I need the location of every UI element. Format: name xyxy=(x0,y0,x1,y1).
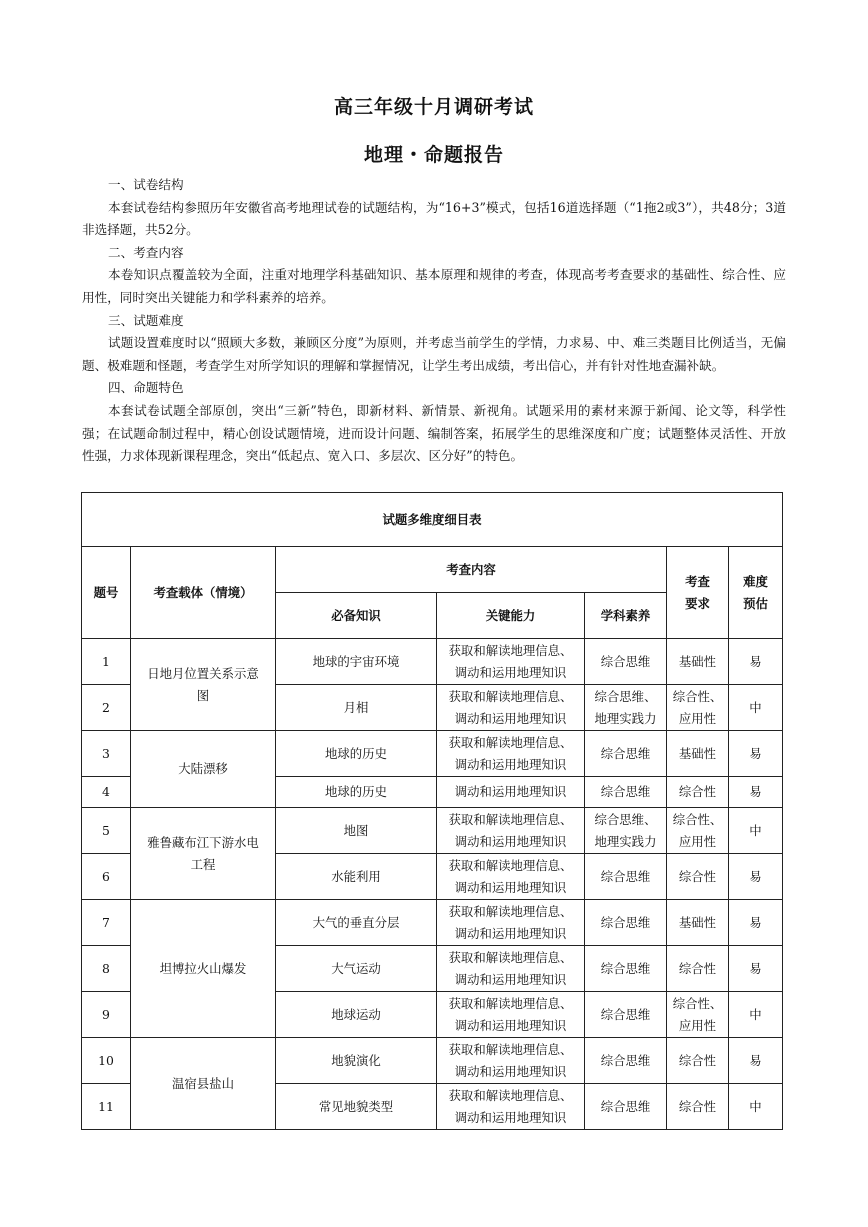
header-num: 题号 xyxy=(82,547,131,639)
cell-difficulty: 中 xyxy=(729,1084,783,1130)
cell-knowledge: 大气运动 xyxy=(276,946,437,992)
cell-num: 9 xyxy=(82,992,131,1038)
cell-literacy: 综合思维 xyxy=(585,992,667,1038)
cell-requirement: 综合性、 应用性 xyxy=(667,808,729,854)
cell-difficulty: 中 xyxy=(729,992,783,1038)
cell-knowledge: 地球运动 xyxy=(276,992,437,1038)
cell-literacy: 综合思维 xyxy=(585,1084,667,1130)
cell-knowledge: 常见地貌类型 xyxy=(276,1084,437,1130)
table-row xyxy=(82,731,783,777)
cell-literacy: 综合思维 xyxy=(585,900,667,946)
cell-carrier: 日地月位置关系示意 图 xyxy=(131,639,276,731)
cell-difficulty: 中 xyxy=(729,685,783,731)
cell-num: 1 xyxy=(82,639,131,685)
cell-ability: 获取和解读地理信息、 调动和运用地理知识 xyxy=(437,1084,585,1130)
cell-ability: 调动和运用地理知识 xyxy=(437,777,585,808)
cell-literacy: 综合思维 xyxy=(585,731,667,777)
cell-num: 2 xyxy=(82,685,131,731)
cell-carrier: 雅鲁藏布江下游水电 工程 xyxy=(131,808,276,900)
cell-difficulty: 易 xyxy=(729,854,783,900)
header-carrier: 考查载体（情境） xyxy=(131,547,276,639)
cell-knowledge: 地貌演化 xyxy=(276,1038,437,1084)
table-row xyxy=(82,808,783,854)
table-row xyxy=(82,1038,783,1084)
table-row xyxy=(82,639,783,685)
cell-knowledge: 月相 xyxy=(276,685,437,731)
header-literacy: 学科素养 xyxy=(585,593,667,639)
cell-carrier: 坦博拉火山爆发 xyxy=(131,900,276,1038)
cell-ability: 获取和解读地理信息、 调动和运用地理知识 xyxy=(437,808,585,854)
cell-difficulty: 易 xyxy=(729,900,783,946)
cell-num: 8 xyxy=(82,946,131,992)
cell-num: 11 xyxy=(82,1084,131,1130)
cell-carrier: 大陆漂移 xyxy=(131,731,276,808)
section-heading: 一、试卷结构 xyxy=(108,177,184,192)
cell-knowledge: 地球的历史 xyxy=(276,731,437,777)
cell-requirement: 综合性 xyxy=(667,1084,729,1130)
header-ability: 关键能力 xyxy=(437,593,585,639)
cell-requirement: 基础性 xyxy=(667,639,729,685)
cell-ability: 获取和解读地理信息、 调动和运用地理知识 xyxy=(437,992,585,1038)
table-caption: 试题多维度细目表 xyxy=(82,493,783,547)
cell-carrier: 温宿县盐山 xyxy=(131,1038,276,1130)
section-text: 本套试卷试题全部原创，突出“三新”特色，即新材料、新情景、新视角。试题采用的素材来源于新闻、论文等，科学性强；在试题命制过程中，精心创设试题情境，进而设计问题、编制答案，拓展学生的思维深度和广度；试题整体灵活性、开放性强，力求体现新课程理念，突出“低起点、宽入口、多层次、区分好”的特色。 xyxy=(82,402,786,464)
cell-requirement: 综合性、 应用性 xyxy=(667,992,729,1038)
detail-table xyxy=(81,492,783,1130)
cell-knowledge: 地球的历史 xyxy=(276,777,437,808)
cell-difficulty: 易 xyxy=(729,731,783,777)
cell-requirement: 基础性 xyxy=(667,900,729,946)
cell-literacy: 综合思维、 地理实践力 xyxy=(585,808,667,854)
cell-literacy: 综合思维 xyxy=(585,777,667,808)
cell-difficulty: 中 xyxy=(729,808,783,854)
cell-difficulty: 易 xyxy=(729,946,783,992)
cell-requirement: 基础性 xyxy=(667,731,729,777)
header-knowledge: 必备知识 xyxy=(276,593,437,639)
cell-ability: 获取和解读地理信息、 调动和运用地理知识 xyxy=(437,685,585,731)
cell-num: 5 xyxy=(82,808,131,854)
report-body xyxy=(82,174,786,468)
cell-difficulty: 易 xyxy=(729,777,783,808)
cell-num: 6 xyxy=(82,854,131,900)
section-heading: 三、试题难度 xyxy=(108,312,184,328)
cell-difficulty: 易 xyxy=(729,639,783,685)
cell-ability: 获取和解读地理信息、 调动和运用地理知识 xyxy=(437,946,585,992)
cell-literacy: 综合思维 xyxy=(585,946,667,992)
section-heading: 四、命题特色 xyxy=(108,380,184,396)
table-row xyxy=(82,900,783,946)
cell-literacy: 综合思维 xyxy=(585,854,667,900)
cell-knowledge: 水能利用 xyxy=(276,854,437,900)
cell-ability: 获取和解读地理信息、 调动和运用地理知识 xyxy=(437,854,585,900)
cell-knowledge: 地球的宇宙环境 xyxy=(276,639,437,685)
cell-requirement: 综合性 xyxy=(667,854,729,900)
cell-requirement: 综合性 xyxy=(667,777,729,808)
section-text: 本卷知识点覆盖较为全面，注重对地理学科基础知识、基本原理和规律的考查，体现高考考查要求的基础性、综合性、应用性，同时突出关键能力和学科素养的培养。 xyxy=(82,267,786,305)
header-requirement: 考查 要求 xyxy=(667,547,729,639)
cell-ability: 获取和解读地理信息、 调动和运用地理知识 xyxy=(437,1038,585,1084)
cell-num: 3 xyxy=(82,731,131,777)
cell-requirement: 综合性 xyxy=(667,946,729,992)
cell-difficulty: 易 xyxy=(729,1038,783,1084)
cell-num: 4 xyxy=(82,777,131,808)
cell-ability: 获取和解读地理信息、 调动和运用地理知识 xyxy=(437,731,585,777)
document-subtitle: 地理・命题报告 xyxy=(363,144,504,166)
cell-literacy: 综合思维 xyxy=(585,1038,667,1084)
cell-requirement: 综合性、 应用性 xyxy=(667,685,729,731)
cell-num: 10 xyxy=(82,1038,131,1084)
section-heading: 二、考查内容 xyxy=(108,244,184,260)
cell-ability: 获取和解读地理信息、 调动和运用地理知识 xyxy=(437,639,585,685)
cell-knowledge: 地图 xyxy=(276,808,437,854)
section-text: 试题设置难度时以“照顾大多数，兼顾区分度”为原则，并考虑当前学生的学情，力求易、中、难三类题目比例适当，无偏题、极难题和怪题，考查学生对所学知识的理解和掌握情况，让学生考出成绩，考出信心，并有针对性地查漏补缺。 xyxy=(82,335,786,373)
header-difficulty: 难度 预估 xyxy=(729,547,783,639)
cell-knowledge: 大气的垂直分层 xyxy=(276,900,437,946)
cell-literacy: 综合思维 xyxy=(585,639,667,685)
section-text: 本套试卷结构参照历年安徽省高考地理试卷的试题结构，为“16+3”模式，包括16道选择题（“1拖2或3”），共48分；3道非选择题，共52分。 xyxy=(82,199,786,238)
header-content: 考查内容 xyxy=(276,547,667,593)
cell-ability: 获取和解读地理信息、 调动和运用地理知识 xyxy=(437,900,585,946)
cell-num: 7 xyxy=(82,900,131,946)
cell-literacy: 综合思维、 地理实践力 xyxy=(585,685,667,731)
cell-requirement: 综合性 xyxy=(667,1038,729,1084)
document-title: 高三年级十月调研考试 xyxy=(333,96,534,118)
